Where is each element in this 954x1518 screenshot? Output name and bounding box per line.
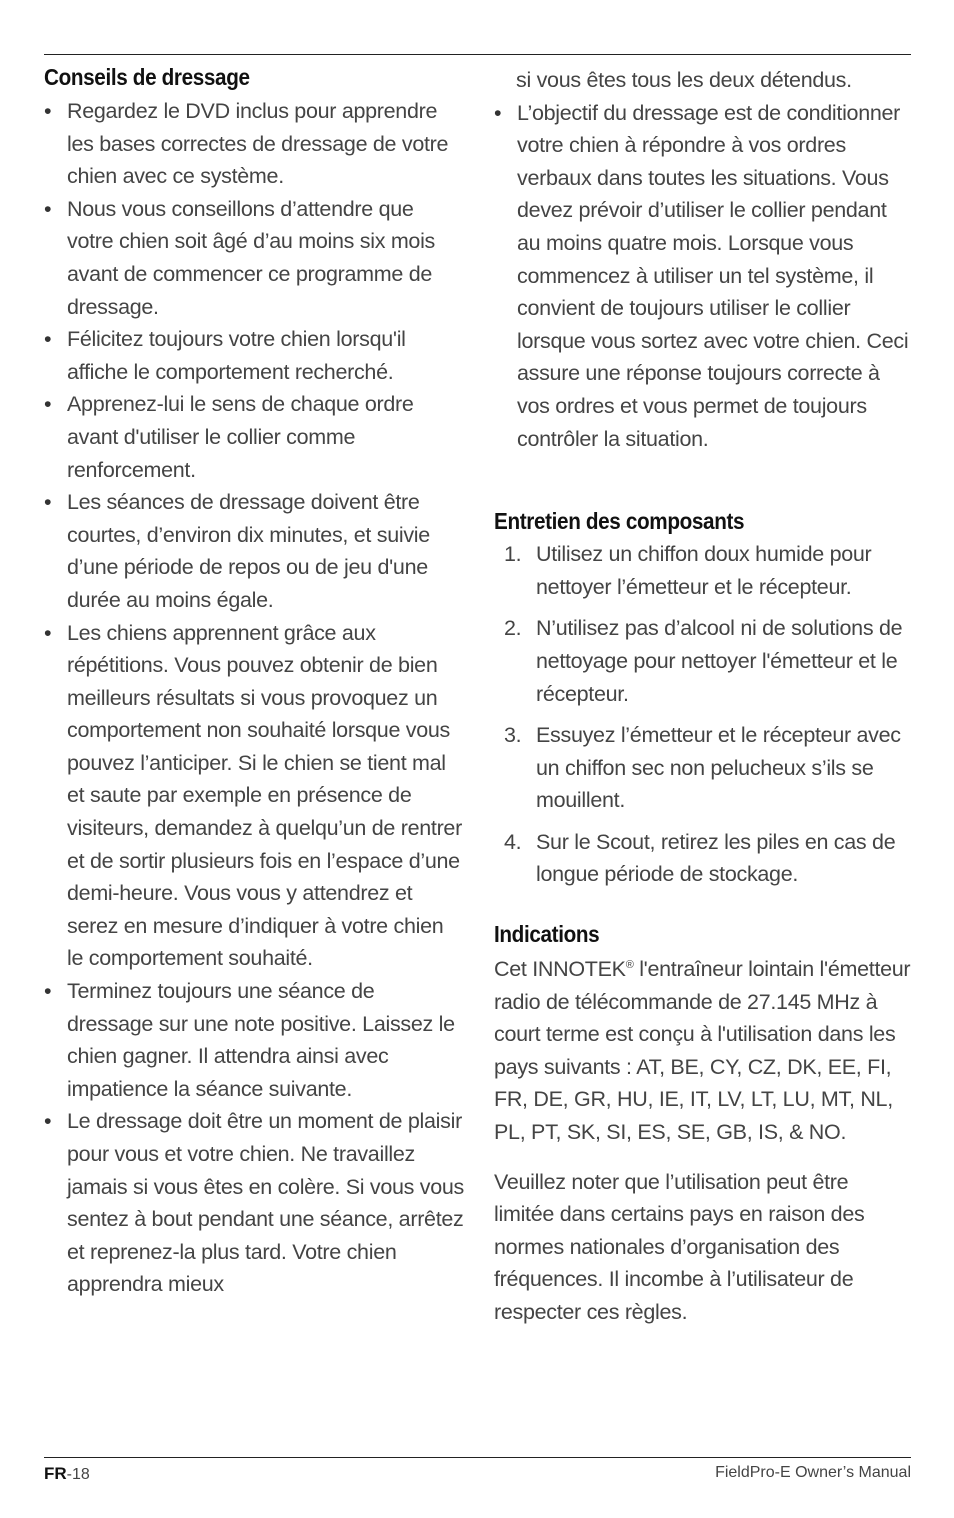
list-item: • Nous vous conseillons d’attendre que votre chien soit âgé d’au moins six mois avant de commencer ce programme de dressage. — [44, 193, 464, 323]
list-item: • Les chiens apprennent grâce aux répétitions. Vous pouvez obtenir de bien meilleurs résultats si vous provoquez un comportement non souhaité lorsque vous pouvez l’anticiper. Si le chien se tient mal et saute par exemple en présence de visiteurs, demandez à quelqu’un de rentrer et de sortir plusieurs fois en l’espace d’une demi-heure. Vous vous y attendrez et serez en mesure d’indiquer à votre chien le comportement souhaité. — [44, 617, 464, 976]
bullet-icon: • — [44, 196, 52, 221]
registered-mark: ® — [625, 958, 634, 971]
list-item: • Félicitez toujours votre chien lorsqu'il affiche le comportement recherché. — [44, 323, 464, 388]
left-column — [44, 62, 464, 1301]
indications-heading: Indications — [494, 921, 600, 948]
regulation-paragraph: Veuillez noter que l’utilisation peut être limitée dans certains pays en raison des normes nationales d’organisation des fréquences. Il incombe à l’utilisateur de respecter ces règles. — [494, 1169, 865, 1324]
training-tips-list — [44, 95, 464, 1301]
list-item: • L’objectif du dressage est de conditionner votre chien à répondre à vos ordres verbaux dans toutes les situations. Vous devez prévoir d’utiliser le collier pendant au moins quatre mois. Lorsque vous commencez à utiliser un tel système, il convient de toujours utiliser le collier lorsque vous sortez avec votre chien. Ceci assure une réponse toujours correcte à vos ordres et vous permet de toujours contrôler la situation. — [494, 97, 914, 456]
bullet-icon: • — [494, 100, 502, 125]
list-item: • Le dressage doit être un moment de plaisir pour vous et votre chien. Ne travaillez jamais si vous êtes en colère. Si vous vous sentez à bout pendant une séance, arrêtez et reprenez-la plus tard. Votre chien apprendra mieux — [44, 1105, 464, 1301]
list-item: 1. Utilisez un chiffon doux humide pour nettoyer l’émetteur et le récepteur. — [504, 542, 872, 599]
bullet-icon: • — [44, 620, 52, 645]
bullet-icon: • — [44, 99, 52, 123]
list-item: • Les séances de dressage doivent être courtes, d’environ dix minutes, et suivie d’une période de repos ou de jeu d'une durée au moins égale. — [44, 486, 464, 616]
list-item: 4. Sur le Scout, retirez les piles en cas de longue période de stockage. — [504, 829, 896, 887]
bullet-icon: • — [44, 392, 52, 417]
training-tips-heading: Conseils de dressage — [44, 64, 250, 90]
right-column — [494, 64, 914, 1329]
list-item: • Terminez toujours une séance de dressage sur une note positive. Laissez le chien gagner. Il attendra ainsi avec impatience la séance suivante. — [44, 975, 464, 1105]
list-item-continuation: si vous êtes tous les deux détendus. — [516, 68, 852, 92]
bullet-icon: • — [44, 490, 52, 515]
list-item: 3. Essuyez l’émetteur et le récepteur avec un chiffon sec non pelucheux s’ils se mouillent. — [504, 723, 901, 813]
bullet-icon: • — [44, 327, 52, 352]
list-item: • Apprenez-lui le sens de chaque ordre avant d'utiliser le collier comme renforcement. — [44, 388, 464, 486]
list-item: 2. N’utilisez pas d’alcool ni de solutions de nettoyage pour nettoyer l'émetteur et le récepteur. — [504, 616, 903, 706]
list-item: • Regardez le DVD inclus pour apprendre les bases correctes de dressage de votre chien avec ce système. — [44, 95, 464, 193]
bottom-rule — [44, 1457, 911, 1458]
bullet-icon: • — [44, 1109, 52, 1134]
training-tips-list-continued — [494, 64, 914, 455]
indications-paragraph: Cet INNOTEK® l'entraîneur lointain l'émetteur radio de télécommande de 27.145 MHz à court terme est conçu à l'utilisation dans les pays suivants : AT, BE, CY, CZ, DK, EE, FI, FR, DE, GR, HU, IE, IT, LV, LT, LU, MT, NL, PL, PT, SK, SI, ES, SE, GB, IS, & NO. — [494, 957, 911, 1145]
top-rule — [44, 54, 911, 55]
maintenance-steps — [494, 538, 914, 891]
page-number: FR-18 — [44, 1464, 90, 1483]
bullet-icon: • — [44, 979, 52, 1004]
manual-title: FieldPro-E Owner’s Manual — [715, 1464, 911, 1481]
maintenance-heading: Entretien des composants — [494, 508, 745, 535]
